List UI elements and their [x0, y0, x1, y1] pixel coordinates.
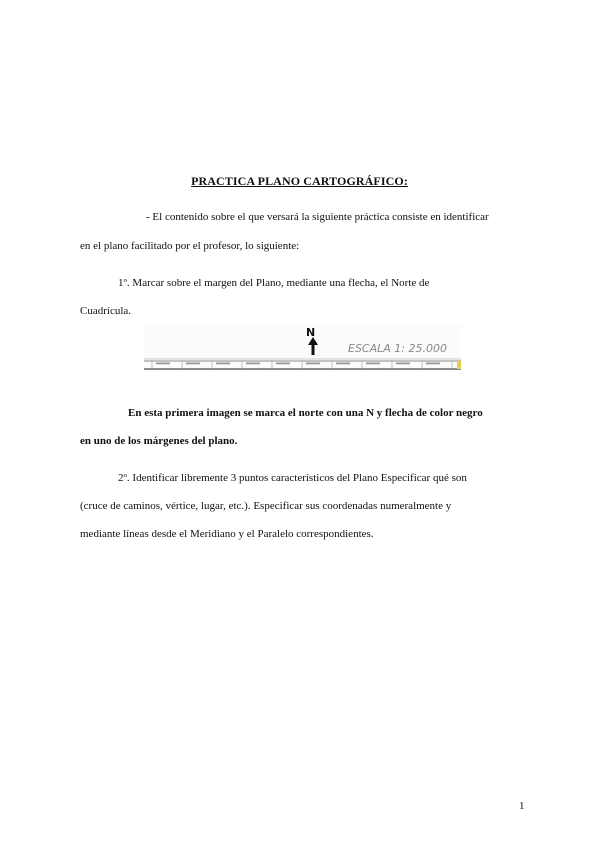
caption-line-2: en uno de los márgenes del plano.: [80, 435, 238, 447]
intro-line-1: - El contenido sobre el que versará la siguiente práctica consiste en identificar: [146, 211, 489, 223]
item1-line-2: Cuadrícula.: [80, 305, 132, 317]
map-margin-image: [144, 325, 461, 371]
item2-line-1: 2º. Identificar libremente 3 puntos característicos del Plano Especificar qué son: [118, 472, 467, 484]
intro-line-2: en el plano facilitado por el profesor, lo siguiente:: [80, 240, 300, 252]
item1-line-1: 1º. Marcar sobre el margen del Plano, mediante una flecha, el Norte de: [118, 277, 430, 289]
item2-line-3: mediante líneas desde el Meridiano y el Paralelo correspondientes.: [80, 528, 374, 540]
page-title: PRACTICA PLANO CARTOGRÁFICO:: [191, 174, 408, 188]
scale-text: ESCALA 1: 25.000: [348, 342, 447, 355]
page-number: 1: [519, 800, 525, 812]
item2-line-2: (cruce de caminos, vértice, lugar, etc.). Especificar sus coordenadas numeralmente y: [80, 500, 452, 512]
north-label: N: [306, 326, 316, 339]
caption-line-1: En esta primera imagen se marca el norte con una N y flecha de color negro: [128, 407, 483, 419]
